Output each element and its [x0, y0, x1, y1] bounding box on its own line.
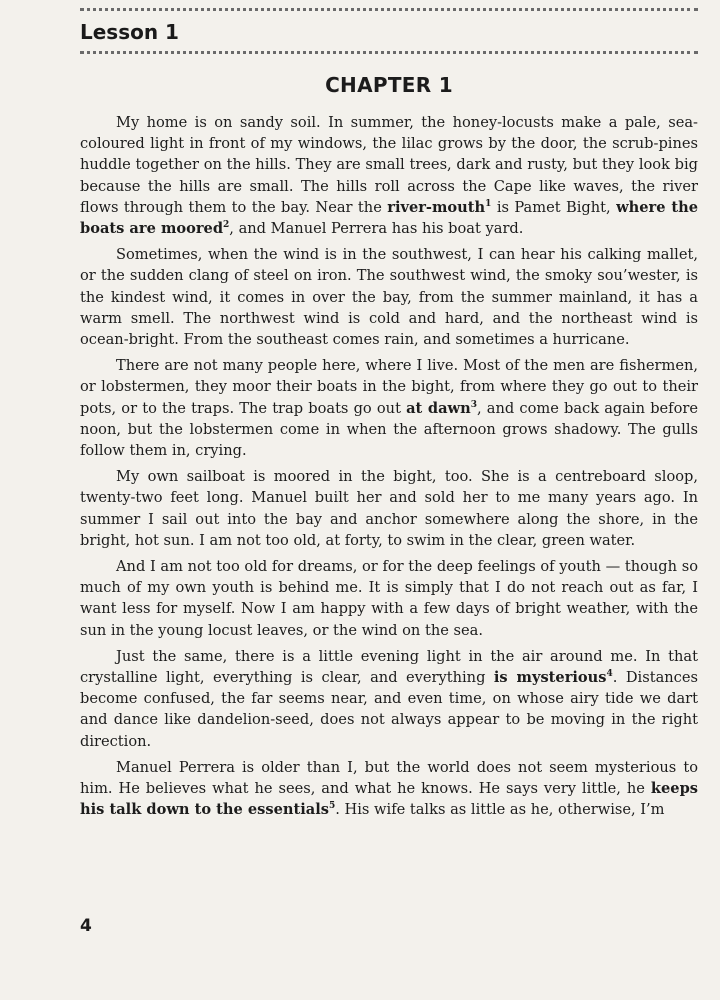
paragraph: [80, 556, 698, 641]
glossary-term: where the boats are moored: [80, 198, 698, 238]
footnote-marker: 4: [606, 669, 613, 680]
bottom-dotted-rule: [80, 51, 698, 54]
page-number: 4: [80, 916, 92, 936]
paragraph-text: My own sailboat is moored in the bight, too. She is a centreboard sloop, twenty-two feet long. Manuel built her and sold her to me many years ago. In summer I sail out into the bay and anchor somewhere along the shore, in the bright, hot sun. I am not too old, at forty, to swim in the clear, green water.: [80, 468, 698, 549]
paragraph: [80, 244, 698, 350]
lesson-label: Lesson 1: [80, 20, 179, 44]
footnote-marker: 1: [485, 198, 492, 209]
glossary-term: at dawn: [406, 399, 471, 417]
paragraph-text: . Distances become confused, the far seems near, and even time, on whose airy tide we dart and dance like dandelion-seed, does not always appear to be moving in the right direction.: [80, 669, 698, 750]
lesson-header: [80, 8, 698, 54]
paragraph-text: , and come back again before noon, but the lobstermen come in when the afternoon grows shadowy. The gulls follow them in, crying.: [80, 399, 698, 460]
paragraph-text: There are not many people here, where I live. Most of the men are fishermen, or lobstermen, they moor their boats in the bight, from where they go out to their pots, or to the traps. The trap boats go out: [80, 357, 698, 417]
paragraph-text: Sometimes, when the wind is in the southwest, I can hear his calking mallet, or the sudden clang of steel on iron. The southwest wind, the smoky sou’wester, is the kindest wind, it comes in over the bay, from the summer mainland, it has a warm smell. The northwest wind is cold and hard, and the northeast wind is ocean-bright. From the southeast comes rain, and sometimes a hurricane.: [80, 246, 698, 349]
chapter-title: CHAPTER 1: [325, 73, 453, 97]
chapter-body: [80, 112, 698, 826]
paragraph-text: Just the same, there is a little evening light in the air around me. In that crystalline light, everything is clear, and everything: [80, 647, 698, 687]
paragraph: [80, 112, 698, 239]
glossary-term: keeps his talk down to the essentials: [80, 780, 698, 819]
paragraph: [80, 355, 698, 461]
paragraph: [80, 646, 698, 752]
glossary-term: river-mouth: [387, 198, 486, 216]
footnote-marker: 2: [223, 220, 230, 231]
paragraph-text: , and Manuel Perrera has his boat yard.: [229, 220, 524, 238]
glossary-term: is mysterious: [493, 669, 607, 687]
paragraph-text: My home is on sandy soil. In summer, the honey-locusts make a pale, sea-coloured light in front of my windows, the lilac grows by the door, the scrub-pines huddle together on the hills. They are small trees, dark and rusty, but they look big because the hills are small. The hills roll across the Cape like waves, the river flows through them to the bay. Near the: [80, 114, 698, 216]
paragraph-text: . His wife talks as little as he, otherwise, I’m: [335, 801, 665, 819]
paragraph-text: is Pamet Bight,: [491, 198, 617, 216]
footnote-marker: 5: [328, 801, 336, 812]
paragraph: [80, 466, 698, 551]
paragraph-text: Manuel Perrera is older than I, but the world does not seem mysterious to him. He believes what he sees, and what he knows. He says very little, he: [80, 758, 698, 798]
paragraph: [80, 757, 698, 821]
footnote-marker: 3: [470, 399, 477, 410]
paragraph-text: And I am not too old for dreams, or for the deep feelings of youth — though so much of my own youth is behind me. It is simply that I do not reach out as far, I want less for myself. Now I am happy with a few days of bright weather, with the sun in the young locust leaves, or the wind on the sea.: [80, 558, 698, 639]
